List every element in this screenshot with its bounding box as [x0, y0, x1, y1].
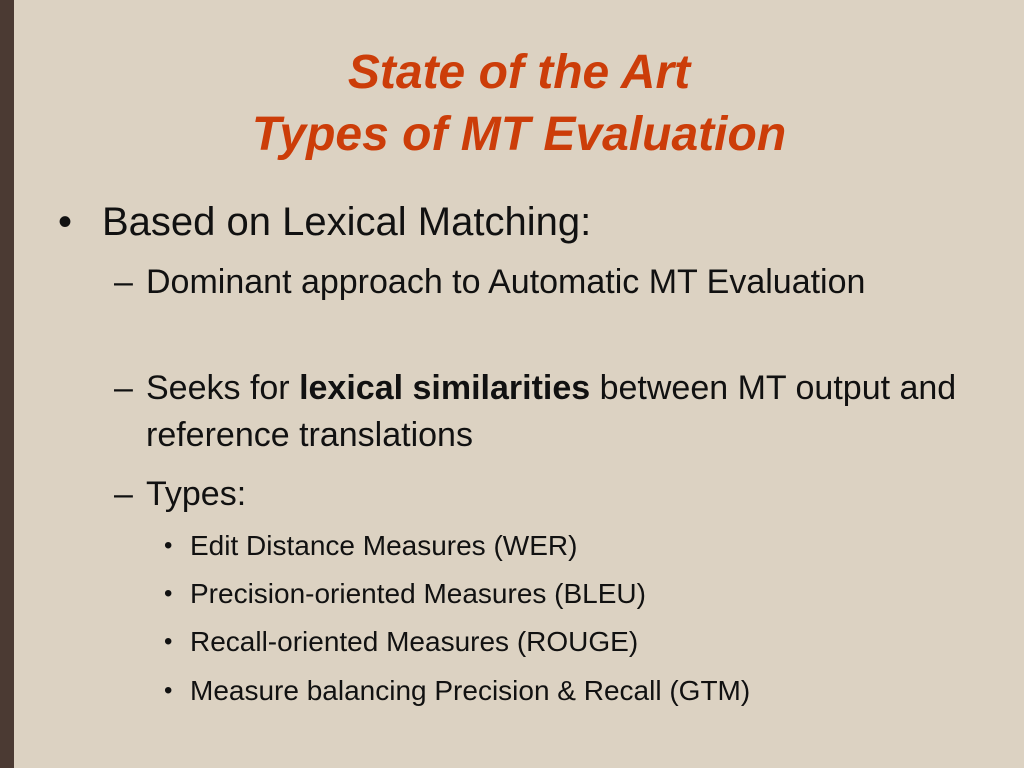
type-item-text: Edit Distance Measures (WER): [190, 530, 578, 561]
bullet-marker: •: [164, 532, 173, 559]
sub-bullet-types: [114, 471, 974, 518]
sub-bullet-text: Dominant approach to Automatic MT Evaluation: [146, 263, 866, 301]
dash-marker: –: [114, 475, 133, 513]
bullet-marker: •: [164, 580, 173, 607]
bullet-marker: •: [164, 628, 173, 655]
dash-marker: –: [114, 263, 133, 301]
sub-bullet-text-start: Seeks for: [146, 369, 300, 407]
type-item-text: Precision-oriented Measures (BLEU): [190, 578, 646, 609]
dash-marker: –: [114, 369, 133, 407]
sub-bullet-text: [146, 365, 974, 459]
title-line-2: Types of MT Evaluation: [251, 108, 787, 161]
main-bullet-text: Based on Lexical Matching:: [102, 200, 592, 244]
type-item-gtm: [164, 672, 984, 710]
type-item-bleu: [164, 575, 984, 613]
bold-phrase: lexical similarities: [299, 369, 591, 407]
type-item-wer: [164, 527, 984, 565]
slide-title: [14, 42, 1024, 166]
left-accent-bar: [0, 0, 14, 768]
type-item-text: Recall-oriented Measures (ROUGE): [190, 626, 639, 657]
type-item-rouge: [164, 623, 984, 661]
sub-bullet-dominant: [114, 259, 974, 306]
title-line-1: State of the Art: [347, 46, 691, 99]
sub-bullet-text: Types:: [146, 475, 247, 513]
bullet-marker: •: [58, 200, 73, 244]
type-item-text: Measure balancing Precision & Recall (GTM): [190, 675, 751, 706]
bullet-marker: •: [164, 677, 173, 704]
main-bullet: [58, 195, 591, 249]
sub-bullet-seeks: [114, 365, 974, 459]
sub-bullet-text-end: between MT output and reference translations: [146, 369, 957, 454]
